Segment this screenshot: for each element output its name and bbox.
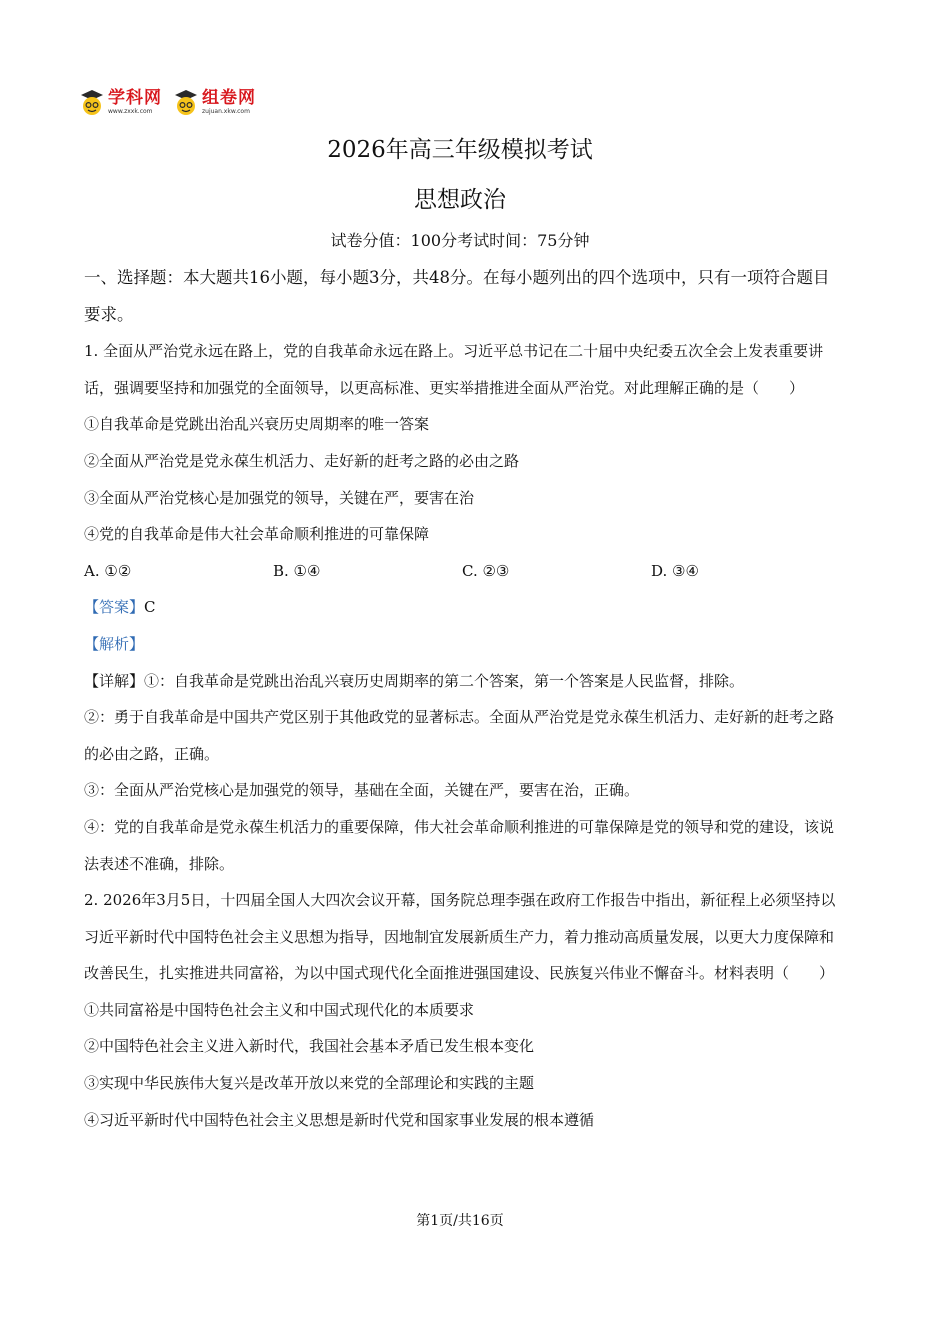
page-footer: 第1页/共16页 bbox=[416, 1213, 504, 1229]
brand-zujuan bbox=[174, 88, 256, 116]
section-intro: 一、选择题：本大题共16小题，每小题3分，共48分。在每小题列出的四个选项中，只有一项符合题目要求。 bbox=[84, 268, 830, 324]
brand-url: zujuan.xkw.com bbox=[202, 107, 250, 115]
brand-zxxk bbox=[80, 88, 162, 116]
question-2-stem: 2. 2026年3月5日，十四届全国人大四次会议开幕，国务院总理李强在政府工作报告中指出，新征程上必须坚持以习近平新时代中国特色社会主义思想为指导，因地制宜发展新质生产力，着力推动高质量发展，以更大力度保障和改善民生，扎实推进共同富裕，为以中国式现代化全面推进强国建设、民族复兴伟业不懈奋斗。材料表明（ ） bbox=[84, 891, 836, 983]
document-body bbox=[84, 260, 840, 1138]
question-2-item: ②中国特色社会主义进入新时代，我国社会基本矛盾已发生根本变化 bbox=[84, 1037, 535, 1056]
detail-line bbox=[84, 663, 840, 700]
answer-value: C bbox=[144, 598, 156, 617]
detail-label: 【详解】 bbox=[84, 671, 145, 690]
brand-name: 组卷网 bbox=[202, 87, 256, 108]
exam-meta: 试卷分值：100分考试时间：75分钟 bbox=[330, 231, 590, 250]
question-2-item: ③实现中华民族伟大复兴是改革开放以来党的全部理论和实践的主题 bbox=[84, 1074, 535, 1093]
question-1-options bbox=[84, 553, 840, 590]
mascot-icon bbox=[80, 88, 104, 116]
question-1-item: ③全面从严治党核心是加强党的领导，关键在严，要害在治 bbox=[84, 488, 475, 507]
subject-title: 思想政治 bbox=[414, 187, 506, 213]
option-c: C. ②③ bbox=[462, 561, 510, 580]
detail-text: ③：全面从严治党核心是加强党的领导，基础在全面，关键在严，要害在治，正确。 bbox=[84, 781, 640, 800]
question-1-item: ④党的自我革命是伟大社会革命顺利推进的可靠保障 bbox=[84, 525, 430, 544]
mascot-icon bbox=[174, 88, 198, 116]
question-1-item: ②全面从严治党是党永葆生机活力、走好新的赶考之路的必由之路 bbox=[84, 451, 520, 470]
answer-line bbox=[84, 589, 840, 626]
detail-text: ②：勇于自我革命是中国共产党区别于其他政党的显著标志。全面从严治党是党永葆生机活力、走好新的赶考之路的必由之路，正确。 bbox=[84, 708, 835, 763]
exam-title: 2026年高三年级模拟考试 bbox=[327, 137, 593, 163]
question-2-item: ④习近平新时代中国特色社会主义思想是新时代党和国家事业发展的根本遵循 bbox=[84, 1110, 595, 1129]
detail-text: ①：自我革命是党跳出治乱兴衰历史周期率的第二个答案，第一个答案是人民监督，排除。 bbox=[144, 671, 745, 690]
question-2-item: ①共同富裕是中国特色社会主义和中国式现代化的本质要求 bbox=[84, 1000, 475, 1019]
brand-url: www.zxxk.com bbox=[108, 107, 153, 115]
detail-text: ④：党的自我革命是党永葆生机活力的重要保障，伟大社会革命顺利推进的可靠保障是党的领导和党的建设，该说法表述不准确，排除。 bbox=[84, 817, 835, 873]
answer-label: 【答案】 bbox=[84, 598, 145, 617]
option-d: D. ③④ bbox=[651, 561, 699, 580]
brand-name: 学科网 bbox=[108, 87, 162, 108]
header-logo bbox=[80, 88, 256, 116]
analysis-label: 【解析】 bbox=[84, 634, 145, 653]
question-1-stem: 1. 全面从严治党永远在路上，党的自我革命永远在路上。习近平总书记在二十届中央纪委五次全会上发表重要讲话，强调要坚持和加强党的全面领导，以更高标准、更实举措推进全面从严治党。对此理解正确的是（ ） bbox=[84, 342, 824, 397]
option-b: B. ①④ bbox=[273, 561, 321, 580]
option-a: A. ①② bbox=[84, 561, 132, 580]
question-1-item: ①自我革命是党跳出治乱兴衰历史周期率的唯一答案 bbox=[84, 415, 430, 434]
